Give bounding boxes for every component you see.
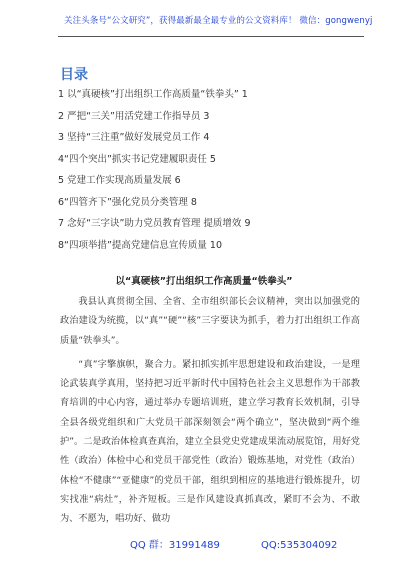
toc-item[interactable]: 4“四个突出”抓实书记党建履职责任 5 bbox=[58, 153, 216, 165]
body-paragraph: “真”字擎旗帜，聚合力。紧扣抓实抓牢思想建设和政治建设，一是理论武装真学真用，坚持把习近平新时代中国特色社会主义思想作为干部教育培训的中心内容，通过举办专题培训班，建立学习教育长效机制，引导全县各级党组织和广大党员干部深刻领会“两个确立”，坚决做到“两个维护”。二是政治体检真查真治，建立全县党史党建成果流动展览馆，用好党性（政治）体检中心和党员干部党性（政治）锻炼基地，对党性（政治）体检“不健康”“亚健康”的党员干部，组织到相应的基地进行锻炼提升，切实找准“病灶”，补齐短板。三是作风建设真抓真改，紧盯不会为、不敢为、不愿为，唱功好、做功 bbox=[60, 358, 360, 525]
toc-item[interactable]: 2 严把“三关”用活党建工作指导员 3 bbox=[58, 110, 210, 122]
table-of-contents bbox=[58, 88, 358, 260]
document-title: 以“真硬核”打出组织工作高质量“铁拳头” bbox=[115, 276, 293, 287]
toc-item[interactable]: 3 坚持“三注重”做好发展党员工作 4 bbox=[58, 132, 210, 143]
toc-item[interactable]: 7 念好“三字诀”助力党员教育管理 提质增效 9 bbox=[58, 218, 251, 229]
toc-item[interactable]: 6“四管齐下”强化党员分类管理 8 bbox=[58, 196, 197, 208]
footer-qq-number: QQ:535304092 bbox=[261, 540, 338, 551]
footer-contact bbox=[130, 536, 375, 551]
document-body bbox=[60, 292, 360, 534]
toc-item[interactable]: 8“四项举措”提高党建信息宣传质量 10 bbox=[58, 239, 222, 251]
body-paragraph: 我县认真贯彻全国、全省、全市组织部长会议精神，突出以加强党的政治建设为统揽，以“真”“硬”“核”三字要诀为抓手，着力打出组织工作高质量“铁拳头”。 bbox=[60, 296, 360, 346]
footer-qq-group: QQ 群：31991489 bbox=[130, 540, 220, 551]
toc-item[interactable]: 5 党建工作实现高质量发展 6 bbox=[58, 175, 181, 186]
toc-heading: 目录 bbox=[60, 67, 88, 83]
header-banner: 关注头条号“公文研究”，获得最新最全最专业的公文资料库！ 微信：gongwenyj bbox=[64, 16, 373, 26]
header-divider bbox=[58, 36, 364, 37]
toc-item[interactable]: 1 以“真硬核”打出组织工作高质量“铁拳头” 1 bbox=[58, 89, 248, 100]
